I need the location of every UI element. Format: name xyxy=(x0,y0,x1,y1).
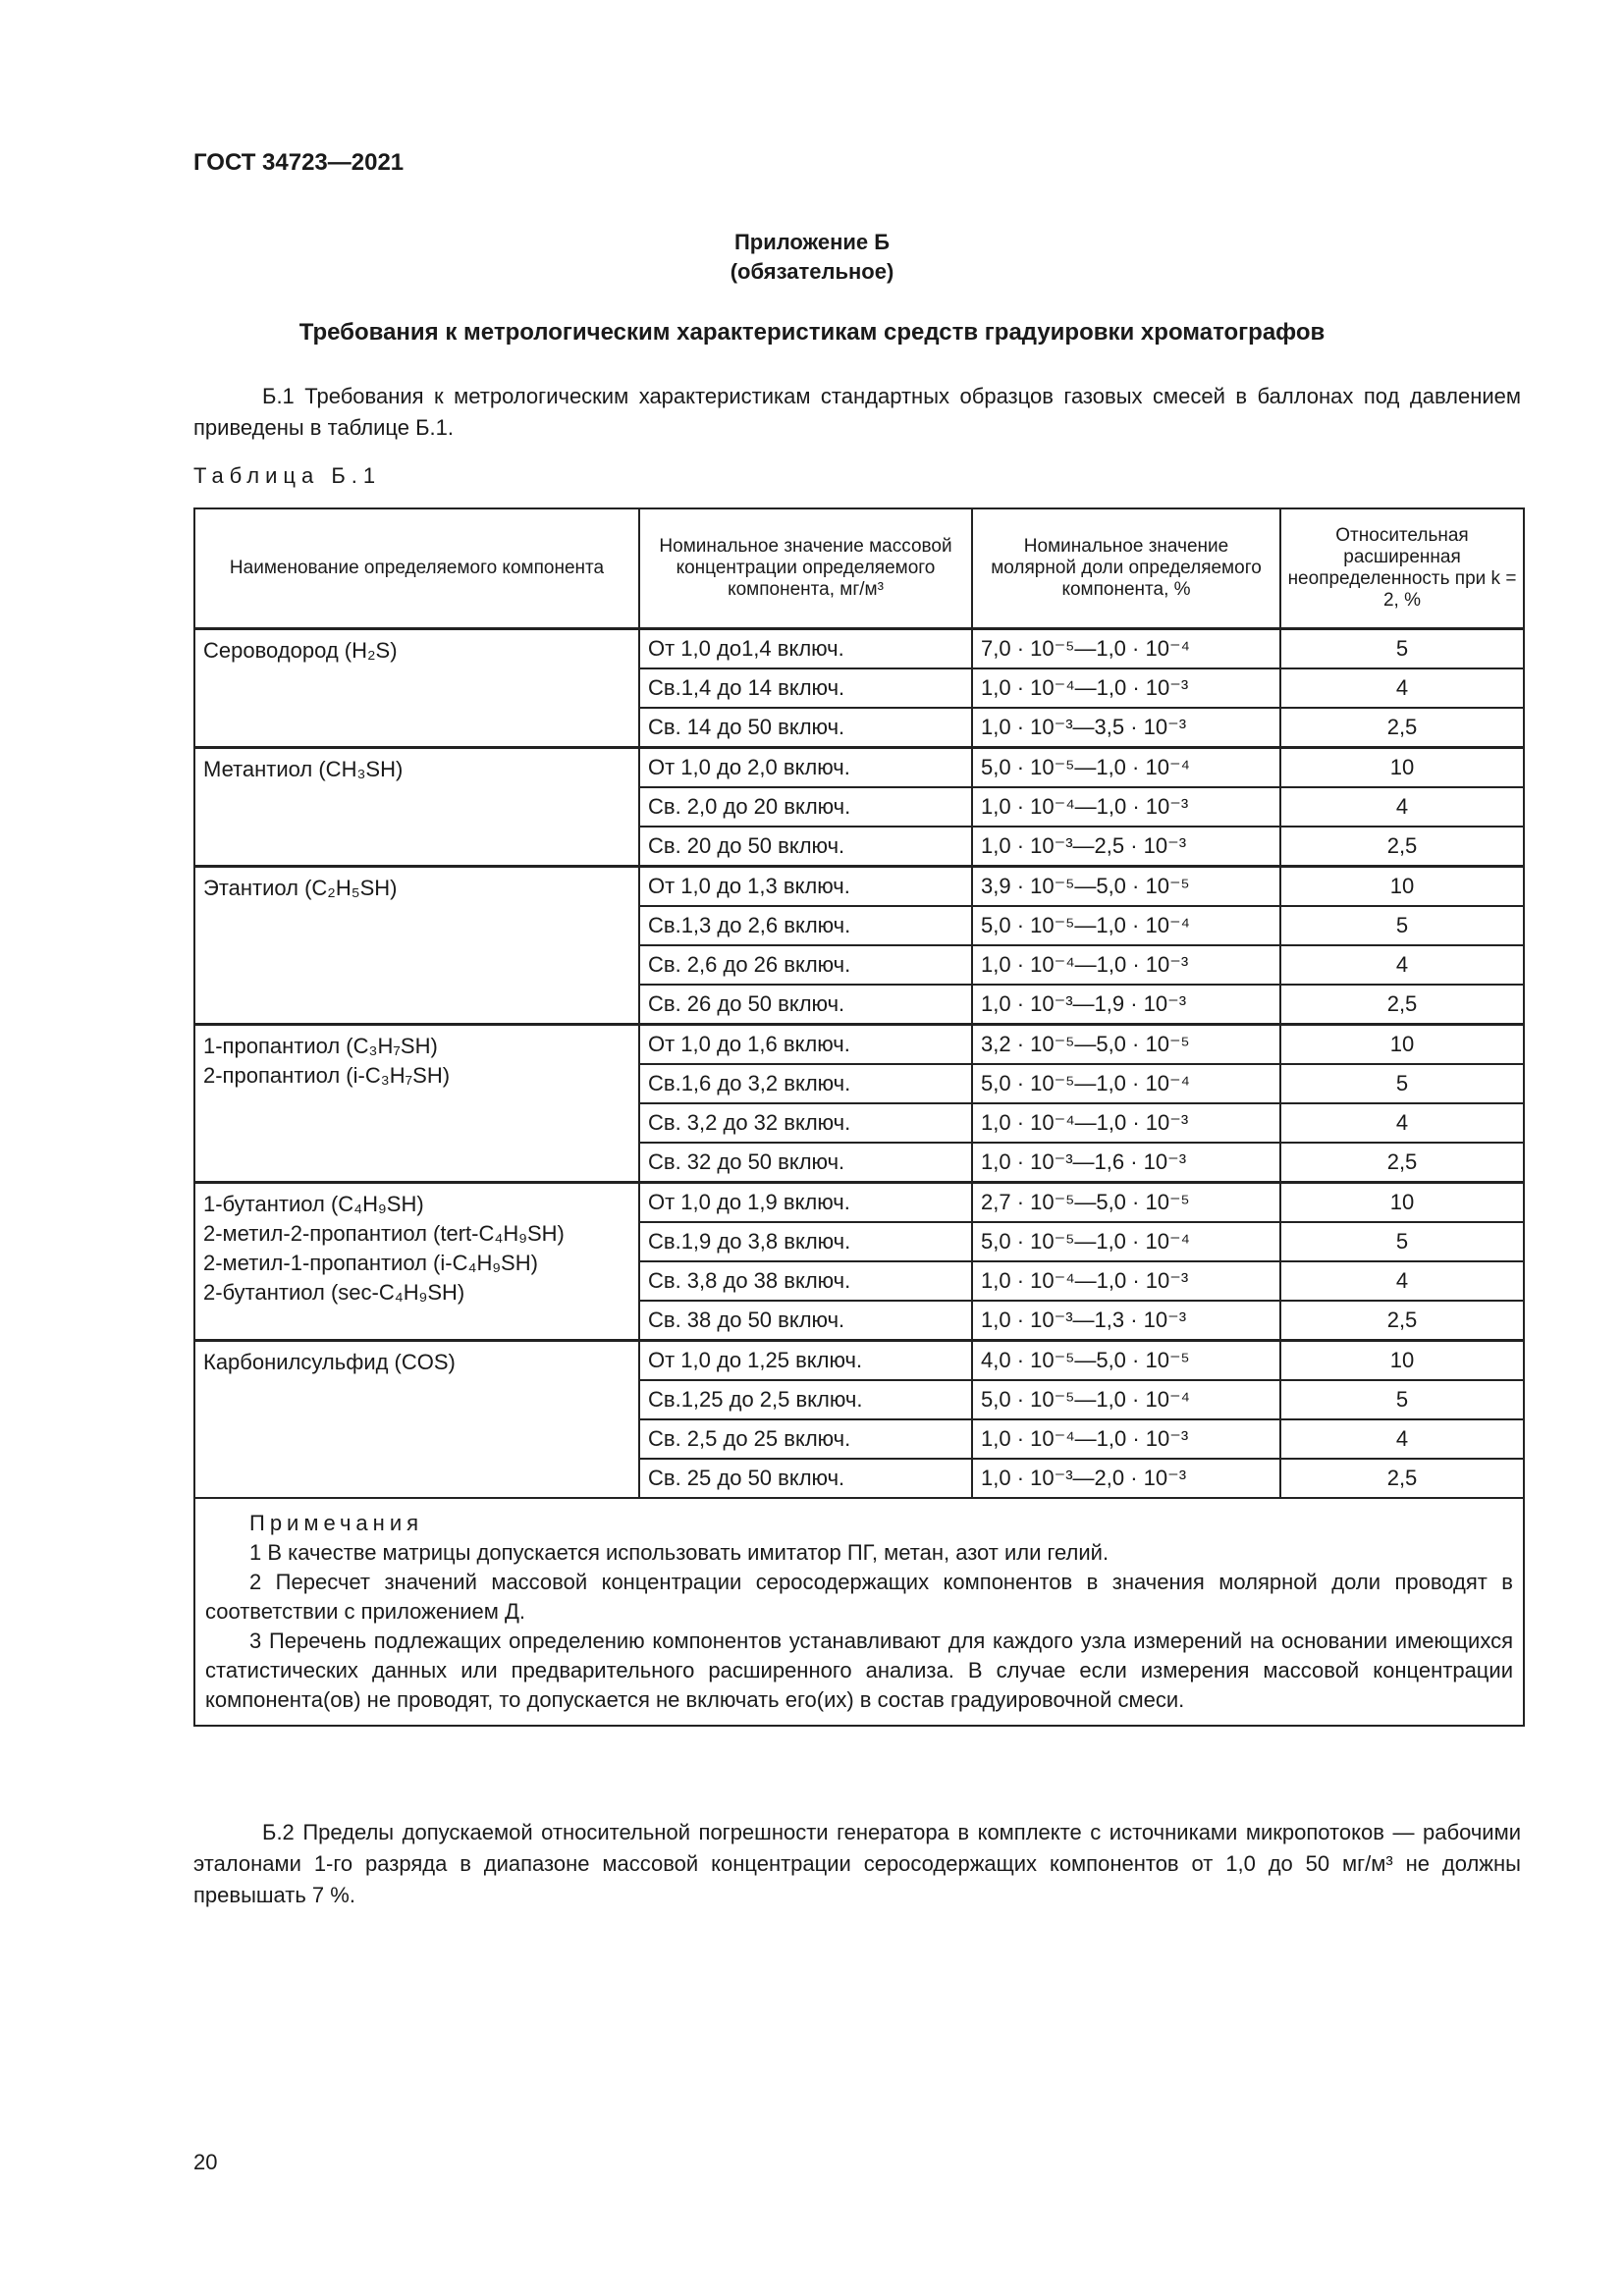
molar-fraction-cell: 1,0 · 10⁻³—2,0 · 10⁻³ xyxy=(972,1459,1280,1498)
mass-concentration-cell: Св. 26 до 50 включ. xyxy=(639,985,972,1025)
mass-concentration-cell: От 1,0 до 2,0 включ. xyxy=(639,748,972,788)
table-caption: Таблица Б.1 xyxy=(193,463,382,488)
mass-concentration-cell: Св. 2,0 до 20 включ. xyxy=(639,787,972,827)
molar-fraction-cell: 5,0 · 10⁻⁵—1,0 · 10⁻⁴ xyxy=(972,1222,1280,1261)
component-name: Метантиол (CH₃SH) xyxy=(203,757,404,781)
header-mass-concentration: Номинальное значение массовой концентрации определяемого компонента, мг/м³ xyxy=(639,508,972,629)
header-component: Наименование определяемого компонента xyxy=(194,508,639,629)
mass-concentration-cell: От 1,0 до 1,3 включ. xyxy=(639,867,972,907)
molar-fraction-cell: 1,0 · 10⁻⁴—1,0 · 10⁻³ xyxy=(972,1261,1280,1301)
table-header-row xyxy=(194,508,1524,629)
uncertainty-cell: 5 xyxy=(1280,1380,1524,1419)
uncertainty-cell: 10 xyxy=(1280,1025,1524,1065)
molar-fraction-cell: 1,0 · 10⁻⁴—1,0 · 10⁻³ xyxy=(972,668,1280,708)
molar-fraction-cell: 1,0 · 10⁻⁴—1,0 · 10⁻³ xyxy=(972,787,1280,827)
mass-concentration-cell: Св. 2,6 до 26 включ. xyxy=(639,945,972,985)
mass-concentration-cell: От 1,0 до 1,9 включ. xyxy=(639,1183,972,1223)
mass-concentration-cell: Св. 20 до 50 включ. xyxy=(639,827,972,867)
component-name: 2-пропантиол (i-C₃H₇SH) xyxy=(203,1063,451,1088)
mass-concentration-cell: Св.1,3 до 2,6 включ. xyxy=(639,906,972,945)
molar-fraction-cell: 1,0 · 10⁻³—1,6 · 10⁻³ xyxy=(972,1143,1280,1183)
mass-concentration-cell: Св. 2,5 до 25 включ. xyxy=(639,1419,972,1459)
mass-concentration-cell: От 1,0 до 1,6 включ. xyxy=(639,1025,972,1065)
uncertainty-cell: 2,5 xyxy=(1280,827,1524,867)
mass-concentration-cell: Св.1,4 до 14 включ. xyxy=(639,668,972,708)
component-name: Карбонилсульфид (COS) xyxy=(203,1350,456,1374)
component-name: 2-метил-1-пропантиол (i-C₄H₉SH) xyxy=(203,1251,538,1275)
uncertainty-cell: 10 xyxy=(1280,1183,1524,1223)
mass-concentration-cell: Св. 25 до 50 включ. xyxy=(639,1459,972,1498)
requirements-table xyxy=(193,507,1525,1727)
mass-concentration-cell: Св.1,9 до 3,8 включ. xyxy=(639,1222,972,1261)
appendix-status: (обязательное) xyxy=(730,259,894,284)
uncertainty-cell: 4 xyxy=(1280,1261,1524,1301)
uncertainty-cell: 2,5 xyxy=(1280,985,1524,1025)
mass-concentration-cell: Св.1,6 до 3,2 включ. xyxy=(639,1064,972,1103)
component-name: 2-метил-2-пропантиол (tert-C₄H₉SH) xyxy=(203,1221,565,1246)
note-1: 1 В качестве матрицы допускается использовать имитатор ПГ, метан, азот или гелий. xyxy=(249,1540,1110,1565)
mass-concentration-cell: От 1,0 до1,4 включ. xyxy=(639,629,972,669)
header-uncertainty: Относительная расширенная неопределенность при k = 2, % xyxy=(1280,508,1524,629)
component-name: 2-бутантиол (sec-C₄H₉SH) xyxy=(203,1280,465,1305)
note-2: 2 Пересчет значений массовой концентрации серосодержащих компонентов в значения молярной доли проводят в соответствии с приложением Д. xyxy=(205,1570,1513,1624)
component-name-cell xyxy=(194,1183,639,1341)
component-name: 1-пропантиол (C₃H₇SH) xyxy=(203,1034,438,1058)
component-name-cell xyxy=(194,629,639,748)
note-3: 3 Перечень подлежащих определению компонентов устанавливают для каждого узла измерений на основании имеющихся статистических данных или предварительного расширенного анализа. В случае если измерения массовой концентрации компонента(ов) не проводят, то допускается не включать его(их) в состав градуировочной смеси. xyxy=(205,1629,1513,1712)
table-row xyxy=(194,629,1524,669)
molar-fraction-cell: 5,0 · 10⁻⁵—1,0 · 10⁻⁴ xyxy=(972,906,1280,945)
appendix-title: Приложение Б xyxy=(733,230,891,254)
molar-fraction-cell: 1,0 · 10⁻³—1,3 · 10⁻³ xyxy=(972,1301,1280,1341)
table-row xyxy=(194,1183,1524,1223)
component-name: 1-бутантиол (C₄H₉SH) xyxy=(203,1192,424,1216)
table-notes xyxy=(194,1498,1524,1726)
uncertainty-cell: 2,5 xyxy=(1280,1143,1524,1183)
table-row xyxy=(194,1025,1524,1065)
molar-fraction-cell: 1,0 · 10⁻⁴—1,0 · 10⁻³ xyxy=(972,1103,1280,1143)
uncertainty-cell: 2,5 xyxy=(1280,708,1524,748)
page-number: 20 xyxy=(193,2150,218,2174)
molar-fraction-cell: 1,0 · 10⁻³—2,5 · 10⁻³ xyxy=(972,827,1280,867)
table-body xyxy=(194,629,1524,1499)
mass-concentration-cell: Св. 14 до 50 включ. xyxy=(639,708,972,748)
uncertainty-cell: 4 xyxy=(1280,1103,1524,1143)
table-row xyxy=(194,1341,1524,1381)
component-name: Сероводород (H₂S) xyxy=(203,638,398,663)
uncertainty-cell: 4 xyxy=(1280,945,1524,985)
uncertainty-cell: 2,5 xyxy=(1280,1459,1524,1498)
molar-fraction-cell: 3,9 · 10⁻⁵—5,0 · 10⁻⁵ xyxy=(972,867,1280,907)
appendix-heading: Требования к метрологическим характеристикам средств градуировки хроматографов xyxy=(298,319,1326,346)
molar-fraction-cell: 1,0 · 10⁻³—3,5 · 10⁻³ xyxy=(972,708,1280,748)
uncertainty-cell: 5 xyxy=(1280,629,1524,669)
mass-concentration-cell: Св. 3,8 до 38 включ. xyxy=(639,1261,972,1301)
mass-concentration-cell: Св. 3,2 до 32 включ. xyxy=(639,1103,972,1143)
mass-concentration-cell: Св.1,25 до 2,5 включ. xyxy=(639,1380,972,1419)
molar-fraction-cell: 2,7 · 10⁻⁵—5,0 · 10⁻⁵ xyxy=(972,1183,1280,1223)
molar-fraction-cell: 7,0 · 10⁻⁵—1,0 · 10⁻⁴ xyxy=(972,629,1280,669)
uncertainty-cell: 10 xyxy=(1280,748,1524,788)
component-name: Этантиол (C₂H₅SH) xyxy=(203,876,398,900)
table-row xyxy=(194,748,1524,788)
component-name-cell xyxy=(194,1341,639,1499)
notes-row xyxy=(194,1498,1524,1726)
molar-fraction-cell: 3,2 · 10⁻⁵—5,0 · 10⁻⁵ xyxy=(972,1025,1280,1065)
molar-fraction-cell: 4,0 · 10⁻⁵—5,0 · 10⁻⁵ xyxy=(972,1341,1280,1381)
uncertainty-cell: 4 xyxy=(1280,1419,1524,1459)
paragraph-b2: Б.2 Пределы допускаемой относительной погрешности генератора в комплекте с источниками микропотоков — рабочими эталонами 1-го разряда в диапазоне массовой концентрации серосодержащих компонентов от 1,0 до 50 мг/м³ не должны превышать 7 %. xyxy=(193,1820,1521,1907)
component-name-cell xyxy=(194,1025,639,1183)
molar-fraction-cell: 1,0 · 10⁻⁴—1,0 · 10⁻³ xyxy=(972,945,1280,985)
uncertainty-cell: 10 xyxy=(1280,867,1524,907)
header-molar-fraction: Номинальное значение молярной доли определяемого компонента, % xyxy=(972,508,1280,629)
molar-fraction-cell: 5,0 · 10⁻⁵—1,0 · 10⁻⁴ xyxy=(972,1064,1280,1103)
paragraph-b1: Б.1 Требования к метрологическим характеристикам стандартных образцов газовых смесей в баллонах под давлением приведены в таблице Б.1. xyxy=(193,384,1521,440)
molar-fraction-cell: 5,0 · 10⁻⁵—1,0 · 10⁻⁴ xyxy=(972,1380,1280,1419)
document-header: ГОСТ 34723—2021 xyxy=(193,149,405,176)
mass-concentration-cell: Св. 32 до 50 включ. xyxy=(639,1143,972,1183)
component-name-cell xyxy=(194,748,639,867)
table-row xyxy=(194,867,1524,907)
notes-title: Примечания xyxy=(249,1511,424,1535)
uncertainty-cell: 2,5 xyxy=(1280,1301,1524,1341)
molar-fraction-cell: 1,0 · 10⁻⁴—1,0 · 10⁻³ xyxy=(972,1419,1280,1459)
component-name-cell xyxy=(194,867,639,1025)
uncertainty-cell: 4 xyxy=(1280,668,1524,708)
molar-fraction-cell: 5,0 · 10⁻⁵—1,0 · 10⁻⁴ xyxy=(972,748,1280,788)
uncertainty-cell: 4 xyxy=(1280,787,1524,827)
mass-concentration-cell: Св. 38 до 50 включ. xyxy=(639,1301,972,1341)
molar-fraction-cell: 1,0 · 10⁻³—1,9 · 10⁻³ xyxy=(972,985,1280,1025)
uncertainty-cell: 5 xyxy=(1280,906,1524,945)
uncertainty-cell: 5 xyxy=(1280,1064,1524,1103)
uncertainty-cell: 10 xyxy=(1280,1341,1524,1381)
uncertainty-cell: 5 xyxy=(1280,1222,1524,1261)
mass-concentration-cell: От 1,0 до 1,25 включ. xyxy=(639,1341,972,1381)
